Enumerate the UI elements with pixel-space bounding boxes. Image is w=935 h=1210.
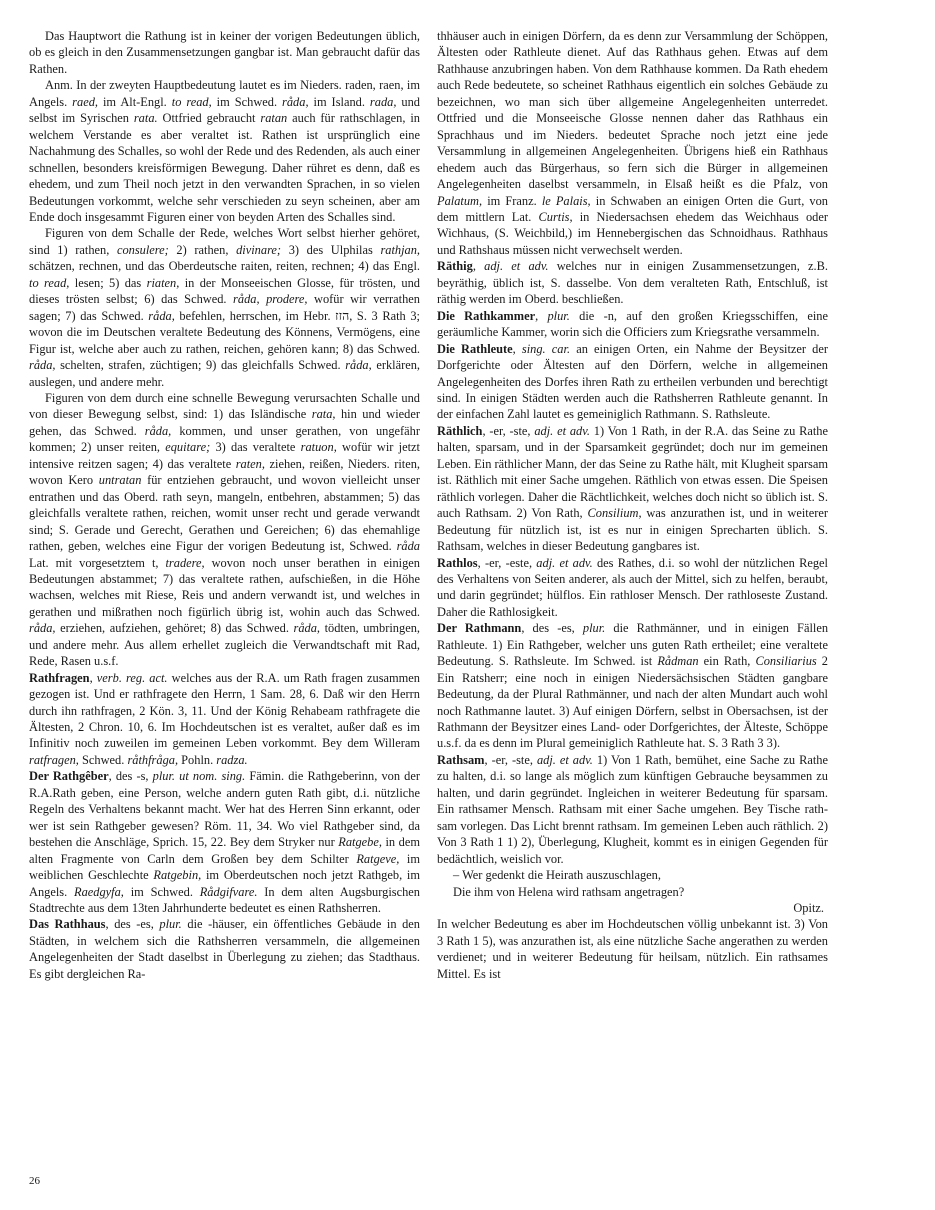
italic-text: Ratgebe, xyxy=(338,835,382,850)
italic-text: consulere; xyxy=(116,242,169,257)
text-run: hin und wieder gehen, das Schwed. xyxy=(29,407,420,438)
text-run: im Oberdeutschen noch jetzt Rathgeb, im Angels. xyxy=(29,868,420,899)
text-run: erklären, auslegen, und andere mehr. xyxy=(29,358,421,389)
text-run: 1) Von 1 Rath, in der R.A. das Seine zu Rathe halten, sparsam, und in der Sparsamkeit gegründet; doch nur im gemeinen Leben. Ein räthlicher Mann, der das Seine zu Rathe hält, mit Klugheit sparsam ist. Räthlich mit einer Sache umgehen. Räthlich von etwas essen. Die Speisen räthlich vorlegen. Daher die Rächtlichkeit, welches doch nicht so üblich ist. S. auch Rathsam. 2) Von Rath, xyxy=(437,423,829,521)
text-run: , -er, -ste, xyxy=(482,423,535,438)
entry-headword: Räthlich xyxy=(437,423,483,438)
italic-text: råda xyxy=(396,539,420,554)
text-run: , -er, -este, xyxy=(477,555,537,570)
text-run: im Schwed. xyxy=(123,884,200,899)
text-run: wofür wir jetzt intensive reitzen sagen; 4) das veraltete xyxy=(29,440,420,471)
italic-text: adj. et adv. xyxy=(534,423,590,438)
italic-text: untratan xyxy=(98,473,142,488)
italic-text: råda, xyxy=(148,308,175,323)
text-run: ein Rath, xyxy=(698,654,756,669)
entry-headword: Rathsam xyxy=(437,752,485,767)
text-run: in Niedersachsen ehedem das Weichhaus oder Wichhaus, (S. Weichbild,) im Hennebergischen das Schnoidhaus. Rathhaus und Rathshaus müssen nicht verwechselt werden. xyxy=(437,209,829,257)
text-run: Anm. In der zweyten Hauptbedeutung lautet es im Nieders. raden, raen, im Angels. xyxy=(29,78,420,109)
italic-text: Curtis, xyxy=(538,209,573,224)
italic-text: divinare; xyxy=(236,242,282,257)
italic-text: le Palais, xyxy=(541,193,591,208)
italic-text: adj. et adv. xyxy=(536,752,593,767)
text-run: , xyxy=(535,308,548,323)
text-run: tödten, umbringen, und andere mehr. Aus allem erhellet zugleich die Verwandtschaft mit Rad, Rede, Rasen u.s.f. xyxy=(29,621,420,669)
text-run: 3) das veraltete xyxy=(210,440,301,455)
entry-headword: Das Rathhaus xyxy=(29,917,106,932)
entry-headword: Räthig xyxy=(437,259,473,274)
text-run: kommen, und unser gerathen, von ungefähr kommen; 2) unser reiten, xyxy=(29,423,420,455)
text-run: im Alt-Engl. xyxy=(97,94,172,109)
dictionary-entry xyxy=(29,916,420,982)
text-run: welches nur in einigen Zusammensetzungen, z.B. beyräthig, üblich ist, S. dasselbe. Von dem veralteten Rath, Entschluß, ist räthig werden im Oberd. beschließen. xyxy=(437,259,828,307)
paragraph xyxy=(437,28,828,258)
dictionary-entry xyxy=(29,670,420,769)
text-run: Lat. mit vorgesetztem t, xyxy=(29,555,166,570)
text-run: 2) rathen, xyxy=(168,242,237,257)
text-run: und selbst im Syrischen xyxy=(29,94,420,126)
right-column xyxy=(437,28,828,982)
italic-text: råda, prodere, xyxy=(233,292,308,307)
verse-line: – Wer gedenkt die Heirath auszuschlagen, xyxy=(453,868,661,883)
text-run: In welcher Bedeutung es aber im Hochdeutschen völlig unbekannt ist. 3) Von 3 Rath 1 5), was anzurathen ist, als eine nützliche Sache angerathen zu werden verdienet; und in weiterer Bedeutung für heilsam, nützlich. Ein rathsames Mittel. Es ist xyxy=(437,917,828,981)
text-run: im Franz. xyxy=(482,193,542,208)
italic-text: råthfråga, xyxy=(127,752,179,767)
italic-text: Ratgebin, xyxy=(153,868,202,883)
text-run: schelten, strafen, züchtigen; 9) das gleichfalls Schwed. xyxy=(55,358,346,373)
dictionary-entry xyxy=(437,308,828,341)
italic-text: plur. xyxy=(582,621,606,636)
entry-headword: Der Rathmann xyxy=(437,621,522,636)
text-run: in Schwaben an einigen Orten die Gurt, von dem mittlern Lat. xyxy=(437,193,828,224)
italic-text: equitare; xyxy=(165,440,211,455)
italic-text: ratan xyxy=(260,111,288,126)
text-run: 3) des Ulphilas xyxy=(281,242,381,257)
text-run: Fämin. die Rathgeberinn, von der R.A.Rath geben, eine Person, welche andern guten Rath gibt, d.i. nützliche Regeln des Verhaltens bekannt macht. Wer hat des Herren Sinn erkannt, oder wer ist sein Rathgeber gewesen? Röm. 11, 34. Wo viel Rathgeber sind, da bestehen die Anschläge, Sprich. 15, 22. Bey dem Stryker nur xyxy=(29,769,420,850)
quote-attribution: Opitz. xyxy=(793,901,824,916)
text-run: 1) Von 1 Rath, bemühet, eine Sache zu Rathe zu halten, d.i. so lange als möglich zum künftigen Gebrauche beysammen zu halten, und darin gegründet. Ingleichen in weiterer Bedeutung für sparsam. Ein rathsamer Mensch. Rathsam mit einer Sache umgehen. Bey Tische rathsam vorlegen. Das Licht brennt rathsam. Im gemeinen Leben auch räthlich. 2) Von 3 Rath 1 1) 2), Überlegung, Klugheit, kommt es in einigen Gegenden für bedächtlich, weislich vor. xyxy=(437,752,828,866)
entry-headword: Rathfragen xyxy=(29,670,90,685)
text-run: , xyxy=(512,341,522,356)
text-run: schätzen, rechnen, und das Oberdeutsche raiten, reiten, rechnen; 4) das Engl. xyxy=(29,259,420,274)
italic-text: Rådman xyxy=(657,654,699,669)
italic-text: Raedgyfa, xyxy=(74,884,124,899)
text-run: , xyxy=(89,670,97,685)
dictionary-entry xyxy=(437,555,828,621)
text-run: welches aus der R.A. um Rath fragen zusammen gezogen ist. Und er rathfragete den Herrn, 1 Sam. 28, 6. Daß wir den Herrn durch ihn rathfragen, 2 Kön. 3, 11. Und der König Rehabeam rathfragete die Ältesten, 2 Chron. 10, 6. Im Hochdeutschen ist es veraltet, außer daß es im Infinitiv noch zuweilen im gemeinen Leben vorkommt. Bey dem Willeram xyxy=(29,670,420,751)
page-number: 26 xyxy=(29,1175,40,1187)
italic-text: råda, xyxy=(282,94,309,109)
paragraph xyxy=(437,916,828,982)
text-run: , -er, -ste, xyxy=(484,752,537,767)
text-run: , xyxy=(472,259,485,274)
italic-text: råda, xyxy=(293,621,321,636)
italic-text: to read, xyxy=(171,94,212,109)
text-run: In dem alten Augsburgischen Stadtrechte aus dem 13ten Jahrhunderte bedeutet es einen Rathsherren. xyxy=(29,884,421,916)
text-run: für entziehen gebraucht, und wovon vielleicht unser entrathen und das Oberd. rath seyn, mangeln, entbehren, abstammen; 5) das gleichfalls veraltete rathen, reichen, womit unser recht und gerade verwandt sind; S. Gerade und Gerecht, Gerathen und Gereichen; 6) das ehemahlige rathen, geben, welches eine Figur der vorigen Bedeutung ist, Schwed. xyxy=(29,473,420,554)
italic-text: rata. xyxy=(133,111,158,126)
text-run: Das Hauptwort die Rathung ist in keiner der vorigen Bedeutungen üblich, ob es gleich in den Zusammensetzungen gangbar ist. Man gebraucht dafür das Rathen. xyxy=(29,29,420,76)
text-run: im Schwed. xyxy=(211,94,283,109)
text-run: Figuren von dem Schalle der Rede, welches Wort selbst hierher gehöret, sind 1) rathen, xyxy=(29,226,420,257)
italic-text: ratuon, xyxy=(300,440,337,455)
italic-text: plur. xyxy=(159,917,182,932)
text-run: im Island. xyxy=(308,94,370,109)
italic-text: plur. ut nom. sing. xyxy=(152,769,246,784)
text-run: die Rathmänner, und in einigen Fällen Rathleute. 1) Ein Rathgeber, welcher uns guten Rath ertheilet; eine veraltete Bedeutung. S. Rathsleute. Im Schwed. ist xyxy=(437,621,829,669)
italic-text: Palatum, xyxy=(437,193,483,208)
italic-text: råda, xyxy=(29,358,56,373)
italic-text: rathjan, xyxy=(380,242,421,257)
text-run: Ottfried gebraucht xyxy=(157,111,261,126)
italic-text: raten, xyxy=(235,456,265,471)
italic-text: rada, xyxy=(369,94,397,109)
dictionary-entry xyxy=(29,768,420,916)
text-run: in der Monseeischen Glosse, für trösten, und dieses trösten selbst; 6) das Schwed. xyxy=(29,275,420,307)
text-run: Figuren von dem durch eine schnelle Bewegung verursachten Schalle und von dieser Bewegung selbst, sind: 1) das Isländische xyxy=(29,390,420,422)
italic-text: to read, xyxy=(29,275,70,290)
entry-headword: Der Rathgêber xyxy=(29,769,109,784)
text-run: , des -es, xyxy=(105,917,160,932)
text-run: die -häuser, ein öffentliches Gebäude in den Städten, in welchem sich die Rathsherren versammeln, die allgemeinen Angelegenheiten der Stadt daselbst in Überlegung zu ziehen; das Stadthaus. Es gibt dergleichen Ra- xyxy=(29,917,420,981)
text-run: , des -es, xyxy=(521,621,583,636)
text-run: ziehen, reißen, Nieders. riten, wovon Kero xyxy=(29,456,420,488)
text-run: auch für rathschlagen, in welchem Verstande es aber veraltet ist. Rathen ist ursprünglich eine Nachahmung des Schalles, so wohl der Rede und des Redenden, als auch einer schnellen, besonders kreisförmigen Bewegung. Daher rühret es denn, daß es ehedem, und zum Theil noch jetzt in den verwandten Sprachen, in so vielen Bedeutungen vorkommt, welche sehr verschieden zu seyn scheinen, aber am Ende doch insgesammt Figuren einer von beyden Arten des Schalles sind. xyxy=(29,111,421,224)
italic-text: råda, xyxy=(144,423,172,438)
text-run: was anzurathen ist, und in weiterer Bedeutung für nützlich ist, ist es nur in einigen Sprecharten üblich. S. Rathsam, welches in dieser Bedeutung gangbares ist. xyxy=(437,506,828,554)
dictionary-entry xyxy=(437,341,828,423)
verse-line: Die ihm von Helena wird rathsam angetragen? xyxy=(453,884,685,899)
italic-text: ratfragen, xyxy=(29,752,79,767)
dictionary-entry xyxy=(437,423,828,555)
italic-text: Rådgifvare. xyxy=(199,884,258,899)
text-run: , des -s, xyxy=(108,769,153,784)
text-run: wofür wir verrathen sagen; 7) das Schwed. xyxy=(29,292,420,323)
italic-text: Ratgeve, xyxy=(356,851,400,866)
text-run: erziehen, aufziehen, gehöret; 8) das Schwed. xyxy=(55,621,294,636)
paragraph xyxy=(29,28,420,77)
text-run: des Rathes, d.i. so wohl der nützlichen Regel des Verhaltens von Seiten anderer, als auch der Mittel, sich zu helfen, beraubt, und darin gegründet; hülflos. Ein rathloser Mensch. Der rathloseste Zustand. Daher die Rathlosigkeit. xyxy=(437,555,828,619)
italic-text: rata, xyxy=(311,407,336,422)
dictionary-entry xyxy=(437,258,828,307)
italic-text: adj. et adv. xyxy=(536,555,593,570)
entry-headword: Die Rathleute xyxy=(437,341,513,356)
text-run: Pohln. xyxy=(178,752,217,767)
italic-text: Consiliarius xyxy=(755,654,817,669)
italic-text: Consilium, xyxy=(587,506,642,521)
paragraph xyxy=(29,77,420,225)
italic-text: tradere, xyxy=(165,555,205,570)
text-run: an einigen Orten, ein Nahme der Beysitzer der Dorfgerichte oder Ältesten auf den Dörfern, welche in allgemeinen Angelegenheiten des Dorfes ihren Rath zu ertheilen verbunden und berechtigt sind. In einigen Städten werden auch die Rathsherren Rathleute genannt. In der einfachen Zahl lautet es gemeiniglich Rathmann. S. Rathsleute. xyxy=(437,341,829,422)
dictionary-entry xyxy=(437,620,828,752)
dictionary-entry xyxy=(437,752,828,867)
entry-headword: Rathlos xyxy=(437,555,478,570)
italic-text: riaten, xyxy=(146,275,180,290)
text-run: 2 Ein Ratsherr; eine noch in einigen Niedersächsischen Städten gangbare Bedeutung, da der Plural Rathmänner, und nach der alten Mundart auch wohl noch Rathmanne lautet. 3) Auf einigen Dörfern, selbst in Obersachsen, ist der Rathmann der Beysitzer eines Land- oder Dorfgerichtes, der Älteste, Schöppe u.s.f. da es denn im Plural gemeiniglich Rathleute hat. S. 3 Rath 3 3). xyxy=(437,654,828,751)
text-run: lesen; 5) das xyxy=(69,275,147,290)
italic-text: plur. xyxy=(547,308,570,323)
text-run: wovon noch unser berathen in einigen Bedeutungen abstammet; 7) das veraltete rathen, aufschießen, in die Höhe wachsen, welches mit Riese, Reis und andern verwandt ist, und welches in gerathen und mißrathen noch figürlich übrig ist, wohin auch das Schwed. xyxy=(29,555,420,619)
left-column xyxy=(29,28,420,982)
italic-text: råda, xyxy=(29,621,56,636)
text-run: die -n, auf den großen Kriegsschiffen, eine geräumliche Kammer, worin sich die Officiers zum Kriegsrathe versammeln. xyxy=(437,308,828,340)
paragraph xyxy=(29,225,420,390)
italic-text: radza. xyxy=(216,752,248,767)
text-run: in dem alten Fragmente von Carln dem Großen bey dem Schilter xyxy=(29,835,420,866)
text-run: Schwed. xyxy=(78,752,128,767)
entry-headword: Die Rathkammer xyxy=(437,308,536,323)
paragraph xyxy=(29,390,420,670)
text-run: thhäuser auch in einigen Dörfern, da es denn zur Versammlung der Schöppen, Ältesten oder Rathleute dienet. Auf das Rathhaus gehen. Etwas auf dem Rathhause anzubringen haben. Von dem Rathhause kommen. Da Rath ehedem auch Rede bedeutete, so scheinet Rathhaus eigentlich ein solches Gebäude zu bezeichnen, wo man sich über allgemeine Angelegenheiten unterredet. Ottfried und die Monseeische Glosse nennen daher das Rathhaus ein Sprachhaus und im Nieders. bedeutet Sprache noch jetzt eine jede Versammlung in allgemeinen Angelegenheiten. Übrigens hieß ein Rathhaus ehedem auch das Bürgerhaus, so fern sich die Bürger in allgemeinen Angelegenheiten daselbst versammeln, in Elsaß heißt es die Pfalz, von xyxy=(437,29,828,192)
italic-text: verb. reg. act. xyxy=(96,670,168,685)
text-run: befehlen, herrschen, im Hebr. הזז, S. 3 Rath 3; wovon die im Deutschen veraltete Bedeutung des Könnens, Vermögens, eine Figur ist, welche aber auch zu rathen, reichen, gehören kann; 8) das Schwed. xyxy=(29,308,421,356)
italic-text: raed, xyxy=(72,94,98,109)
italic-text: sing. car. xyxy=(521,341,571,356)
text-run: im weiblichen Geschlechte xyxy=(29,851,420,883)
italic-text: råda, xyxy=(345,358,372,373)
italic-text: adj. et adv. xyxy=(484,259,549,274)
